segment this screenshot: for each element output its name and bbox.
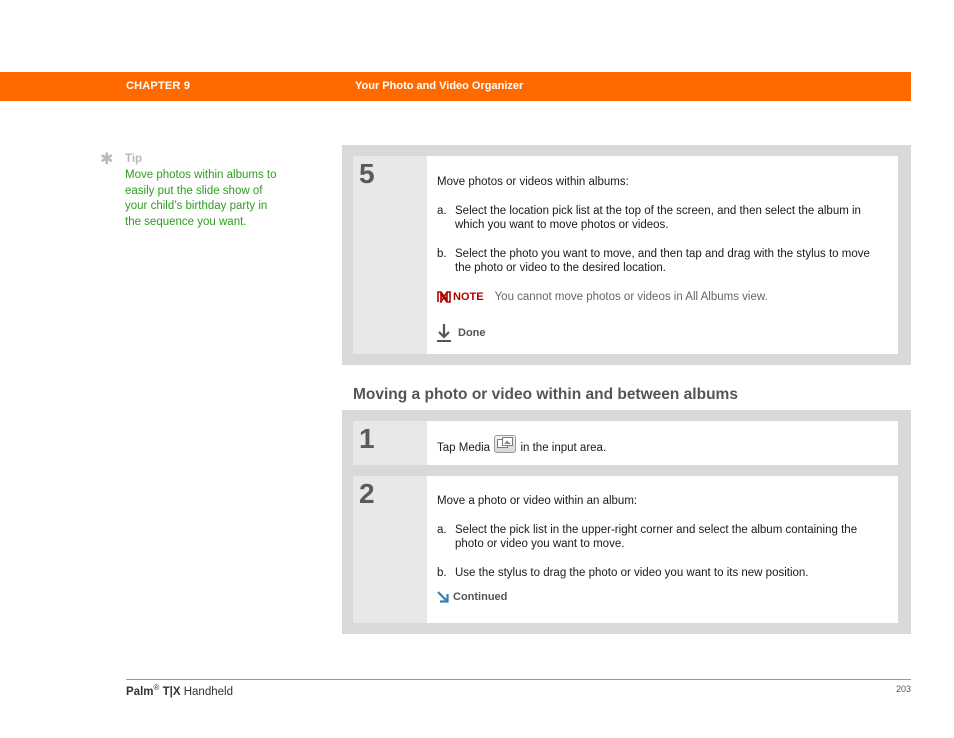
step-row-2 bbox=[353, 476, 898, 623]
footer-product-name bbox=[126, 683, 233, 698]
list-item-letter: b. bbox=[437, 248, 447, 260]
step-number: 1 bbox=[359, 423, 375, 454]
step-intro: Move photos or videos within albums: bbox=[437, 176, 629, 188]
registered-mark: ® bbox=[153, 683, 160, 692]
step-content bbox=[437, 494, 888, 604]
continued-link[interactable] bbox=[437, 590, 888, 604]
chapter-label: CHAPTER 9 bbox=[126, 80, 191, 92]
chapter-title: Your Photo and Video Organizer bbox=[355, 80, 524, 92]
list-item-letter: a. bbox=[437, 524, 447, 536]
step-box-5 bbox=[342, 145, 911, 365]
arrow-down-right-icon bbox=[437, 591, 450, 603]
step-number: 5 bbox=[359, 158, 375, 189]
footer-brand: Palm bbox=[126, 685, 154, 698]
step-text-after: in the input area. bbox=[520, 442, 607, 454]
note-icon bbox=[437, 291, 451, 303]
step-row-1 bbox=[353, 421, 898, 465]
list-item-letter: a. bbox=[437, 205, 447, 217]
tip-text: Move photos within albums to easily put the slide show of your child’s birthday party in the sequence you want. bbox=[125, 169, 277, 228]
list-item-text: Use the stylus to drag the photo or video you want to its new position. bbox=[455, 567, 809, 579]
note-text: You cannot move photos or videos in All Albums view. bbox=[494, 291, 768, 303]
list-item-letter: b. bbox=[437, 567, 447, 579]
arrow-down-icon bbox=[437, 324, 451, 342]
done-label: Done bbox=[458, 327, 486, 339]
footer-product: Handheld bbox=[183, 685, 233, 698]
step-intro: Move a photo or video within an album: bbox=[437, 495, 638, 507]
step-content bbox=[437, 435, 888, 455]
step-number-cell bbox=[353, 156, 427, 354]
list-item-text: Select the photo you want to move, and then tap and drag with the stylus to move the photo or video to the desired location. bbox=[455, 248, 870, 274]
media-icon bbox=[494, 435, 516, 453]
continued-label: Continued bbox=[453, 591, 508, 603]
step-number-cell bbox=[353, 476, 427, 623]
step-number: 2 bbox=[359, 478, 375, 509]
section-heading: Moving a photo or video within and between albums bbox=[353, 386, 738, 403]
asterisk-icon: ✱ bbox=[100, 151, 114, 168]
list-item-text: Select the pick list in the upper-right corner and select the album containing the photo or video you want to move. bbox=[455, 524, 858, 550]
chapter-header-bar bbox=[0, 72, 911, 101]
step-text-before: Tap Media bbox=[437, 442, 491, 454]
note-label: NOTE bbox=[453, 291, 484, 303]
list-item bbox=[437, 204, 888, 232]
step-row-5 bbox=[353, 156, 898, 354]
done-indicator bbox=[437, 324, 888, 342]
note bbox=[437, 290, 888, 304]
footer-model: T|X bbox=[162, 685, 181, 698]
list-item-text: Select the location pick list at the top of the screen, and then select the album in which you want to move photos or videos. bbox=[455, 205, 861, 231]
page-number: 203 bbox=[895, 684, 911, 694]
list-item bbox=[437, 566, 888, 580]
step-number-cell bbox=[353, 421, 427, 465]
list-item bbox=[437, 247, 888, 275]
list-item bbox=[437, 523, 888, 551]
footer-divider bbox=[126, 679, 911, 680]
step-content bbox=[437, 175, 888, 342]
step-box-1-2 bbox=[342, 410, 911, 634]
tip-label: Tip bbox=[125, 153, 143, 165]
